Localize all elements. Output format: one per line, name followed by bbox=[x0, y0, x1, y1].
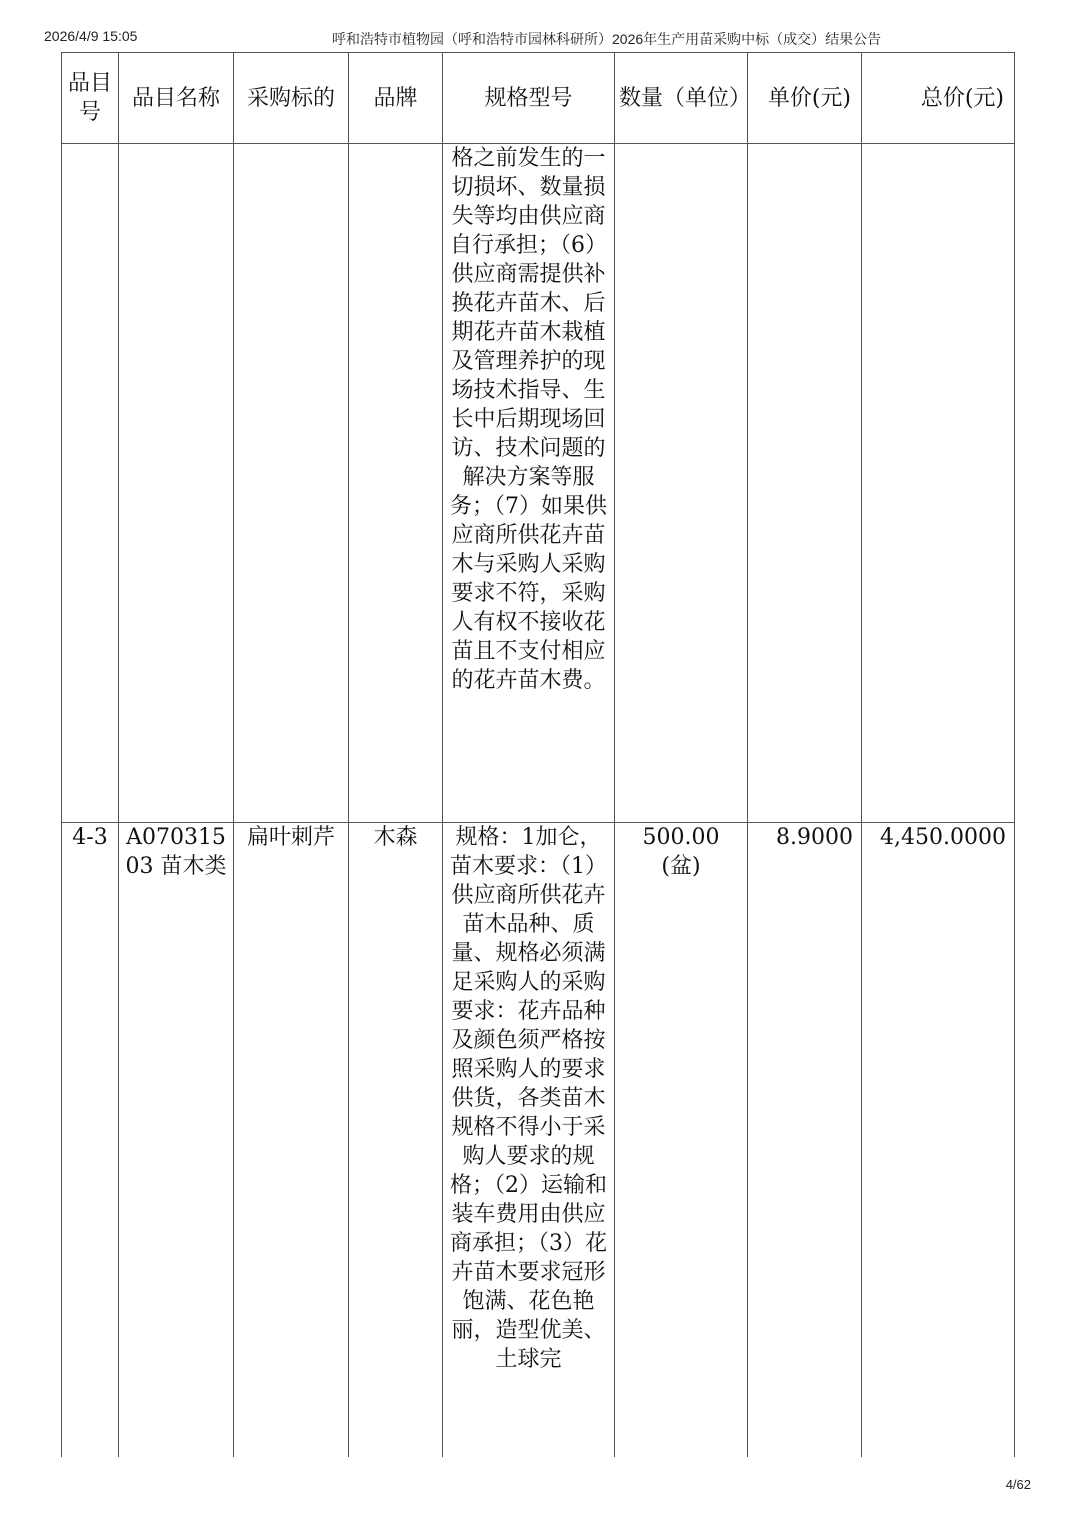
cell-item-no: 4-3 bbox=[62, 823, 119, 1458]
quantity-unit: (盆) bbox=[661, 854, 701, 879]
cell-spec-model: 规格：1加仑，苗木要求：（1）供应商所供花卉苗木品种、质量、规格必须满足采购人的采购要求：花卉品种及颜色须严格按照采购人的要求供货，各类苗木规格不得小于采购人要求的规格；（2）运输和装车费用由供应商承担；（3）花卉苗木要求冠形饱满、花色艳丽，造型优美、土球完 bbox=[443, 823, 615, 1458]
cell-procurement-target: 扁叶刺芹 bbox=[234, 823, 349, 1458]
cell-spec-continuation: 格之前发生的一切损坏、数量损失等均由供应商自行承担；（6）供应商需提供补换花卉苗木、后期花卉苗木栽植及管理养护的现场技术指导、生长中后期现场回访、技术问题的解决方案等服务；（7）如果供应商所供花卉苗木与采购人采购要求不符，采购人有权不接收花苗且不支付相应的花卉苗木费。 bbox=[443, 144, 615, 823]
cell-target-empty bbox=[234, 144, 349, 823]
cell-quantity bbox=[615, 823, 748, 1458]
header-row bbox=[62, 53, 1015, 144]
header-quantity: 数量（单位） bbox=[615, 53, 748, 144]
header-total-price: 总价(元) bbox=[862, 53, 1015, 144]
print-datetime: 2026/4/9 15:05 bbox=[44, 28, 138, 44]
header-spec-model: 规格型号 bbox=[443, 53, 615, 144]
cell-item-name: A07031503 苗木类 bbox=[119, 823, 234, 1458]
cell-brand-empty bbox=[349, 144, 443, 823]
cell-brand: 木森 bbox=[349, 823, 443, 1458]
cell-unit-price-empty bbox=[748, 144, 862, 823]
procurement-result-table bbox=[61, 52, 1015, 1457]
table-row bbox=[62, 823, 1015, 1458]
cell-total-price-empty bbox=[862, 144, 1015, 823]
header-brand: 品牌 bbox=[349, 53, 443, 144]
header-item-no: 品目号 bbox=[62, 53, 119, 144]
page-number: 4/62 bbox=[1005, 1477, 1031, 1492]
quantity-value: 500.00 bbox=[642, 825, 720, 850]
document-title: 呼和浩特市植物园（呼和浩特市园林科研所）2026年生产用苗采购中标（成交）结果公告 bbox=[332, 31, 882, 47]
cell-item-name-empty bbox=[119, 144, 234, 823]
header-procurement-target: 采购标的 bbox=[234, 53, 349, 144]
table-header bbox=[62, 53, 1015, 144]
cell-unit-price: 8.9000 bbox=[748, 823, 862, 1458]
header-unit-price: 单价(元) bbox=[748, 53, 862, 144]
header-item-name: 品目名称 bbox=[119, 53, 234, 144]
cell-total-price: 4,450.0000 bbox=[862, 823, 1015, 1458]
table-row-continuation bbox=[62, 144, 1015, 823]
cell-item-no-empty bbox=[62, 144, 119, 823]
cell-quantity-empty bbox=[615, 144, 748, 823]
